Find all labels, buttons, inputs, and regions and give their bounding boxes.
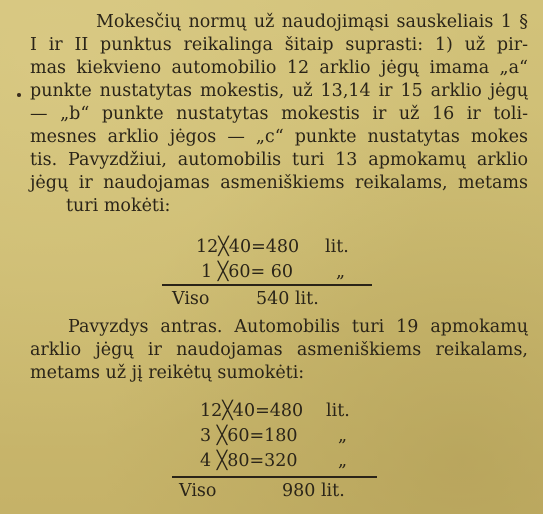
calc2-total-value: 980 lit.: [282, 481, 345, 501]
calc1-row2-unit: „: [336, 262, 346, 282]
paragraph-1-line-5: — „b“ punkte nustatytas mokestis ir už 16 ir toli-: [30, 104, 528, 124]
calc2-row2-expr: 3 ╳60=180: [200, 426, 298, 446]
paragraph-1-line-7: tis. Pavyzdžiui, automobilis turi 13 apmokamų arklio: [30, 150, 528, 170]
paragraph-2-line-3: metams už jį reikėtų sumokėti:: [30, 363, 305, 383]
paragraph-1-line-1: Mokesčių normų už naudojimąsi sauskeliais 1 §: [96, 12, 528, 32]
paragraph-1-line-2: I ir II punktus reikalinga šitaip suprasti: 1) už pir-: [30, 35, 528, 55]
calc2-row3-unit: „: [338, 451, 348, 471]
calc2-row1-expr: 12╳40=480: [200, 401, 304, 421]
calc1-total-label: Viso: [172, 289, 210, 309]
calc2-sum-rule: [172, 476, 377, 478]
margin-dot: [17, 93, 21, 97]
calc2-total-label: Viso: [179, 481, 217, 501]
calc1-sum-rule: [162, 284, 372, 286]
paragraph-1-line-4: punkte nustatytas mokestis, už 13,14 ir 15 arklio jėgų: [30, 81, 528, 101]
paragraph-1-line-3: mas kiekvieno automobilio 12 arklio jėgų imama „a“: [30, 58, 528, 78]
calc1-total-value: 540 lit.: [256, 289, 319, 309]
calc1-row2-expr: 1 ╳60= 60: [201, 262, 293, 282]
paragraph-2-line-2: arklio jėgų ir naudojamas asmeniškiems reikalams,: [30, 340, 528, 360]
calc1-row1-expr: 12╳40=480: [196, 237, 300, 257]
paragraph-1-line-9: turi mokėti:: [66, 196, 171, 216]
paragraph-1-line-6: mesnes arklio jėgos — „c“ punkte nustatytas mokes: [30, 127, 528, 147]
calc2-row1-unit: lit.: [326, 401, 350, 421]
calc2-row3-expr: 4 ╳80=320: [200, 451, 298, 471]
calc2-row2-unit: „: [338, 426, 348, 446]
calc1-row1-unit: lit.: [325, 237, 349, 257]
paragraph-1-line-8: jėgų ir naudojamas asmeniškiems reikalams, metams: [30, 173, 528, 193]
paragraph-2-line-1: Pavyzdys antras. Automobilis turi 19 apmokamų: [68, 317, 528, 337]
